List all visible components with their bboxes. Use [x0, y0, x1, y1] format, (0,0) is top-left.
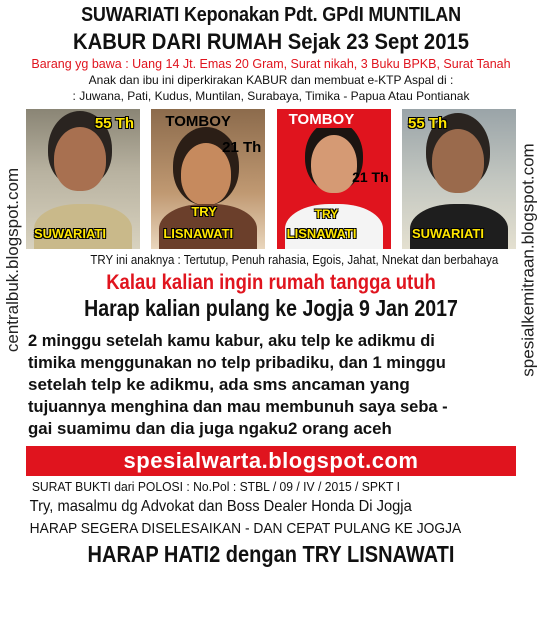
- police-report: SURAT BUKTI dari POLOSI : No.Pol : STBL / 09 / IV / 2015 / SPKT I: [31, 480, 400, 494]
- headline-1: SUWARIATI Keponakan Pdt. GPdI MUNTILAN: [81, 4, 461, 26]
- tag-label: TOMBOY: [165, 113, 231, 130]
- story-line-3: setelah telp ke adikmu, ada sms ancaman yang: [28, 375, 410, 394]
- photo-try-1: [151, 109, 265, 249]
- photo-suwariati-1: [26, 109, 140, 249]
- poster: [26, 0, 516, 568]
- story-line-1: 2 minggu setelah kamu kabur, aku telp ke adikmu di: [28, 331, 435, 350]
- side-url-right: [516, 110, 542, 410]
- name-label-1: TRY: [191, 204, 217, 219]
- try-line: Try, masalmu dg Advokat dan Boss Dealer Honda Di Jogja: [29, 498, 412, 515]
- story-line-5: gai suamimu dan dia juga ngaku2 orang aceh: [28, 419, 392, 438]
- name-label-2: LISNAWATI: [286, 226, 357, 241]
- red-headline: Kalau kalian ingin rumah tangga utuh: [106, 271, 436, 294]
- photo-row: [26, 109, 516, 249]
- story-paragraph: [26, 330, 516, 440]
- info-line-2: : Juwana, Pati, Kudus, Muntilan, Surabaya, Timika - Papua Atau Pontianak: [72, 89, 470, 103]
- headline-2: KABUR DARI RUMAH Sejak 23 Sept 2015: [73, 29, 469, 54]
- age-label: 21 Th: [352, 169, 389, 185]
- side-url-left-text: centralbuk.blogspot.com: [3, 167, 22, 353]
- age-label: 55 Th: [94, 115, 134, 132]
- side-url-right-text: spesialkemitraan.blogspot.com: [519, 143, 538, 377]
- photo-suwariati-2: [402, 109, 516, 249]
- name-label: SUWARIATI: [34, 226, 106, 241]
- blog-banner: spesialwarta.blogspot.com: [26, 446, 516, 476]
- info-line-1: Anak dan ibu ini diperkirakan KABUR dan membuat e-KTP Aspal di :: [88, 73, 454, 87]
- age-label: 21 Th: [222, 139, 262, 156]
- tag-label: TOMBOY: [288, 111, 355, 128]
- name-label-1: TRY: [314, 207, 339, 221]
- name-label: SUWARIATI: [411, 226, 484, 241]
- final-warning: HARAP HATI2 dengan TRY LISNAWATI: [87, 541, 455, 567]
- black-headline: Harap kalian pulang ke Jogja 9 Jan 2017: [84, 295, 458, 321]
- harap-line: HARAP SEGERA DISELESAIKAN - DAN CEPAT PULANG KE JOGJA: [29, 520, 462, 537]
- face-shape: [54, 127, 106, 191]
- try-description: TRY ini anaknya : Tertutup, Penuh rahasia, Egois, Jahat, Nnekat dan berbahaya: [90, 253, 499, 267]
- photo-try-2: [277, 109, 391, 249]
- side-url-left: [0, 110, 26, 410]
- face-shape: [311, 135, 357, 193]
- items-taken: Barang yg bawa : Uang 14 Jt. Emas 20 Gram, Surat nikah, 3 Buku BPKB, Surat Tanah: [31, 57, 511, 71]
- face-shape: [432, 129, 484, 193]
- name-label-2: LISNAWATI: [163, 226, 234, 241]
- age-label: 55 Th: [407, 115, 448, 132]
- story-line-2: timika menggunakan no telp pribadiku, dan 1 minggu: [28, 353, 446, 372]
- story-line-4: tujuannya menghina dan mau membunuh saya seba -: [28, 397, 448, 416]
